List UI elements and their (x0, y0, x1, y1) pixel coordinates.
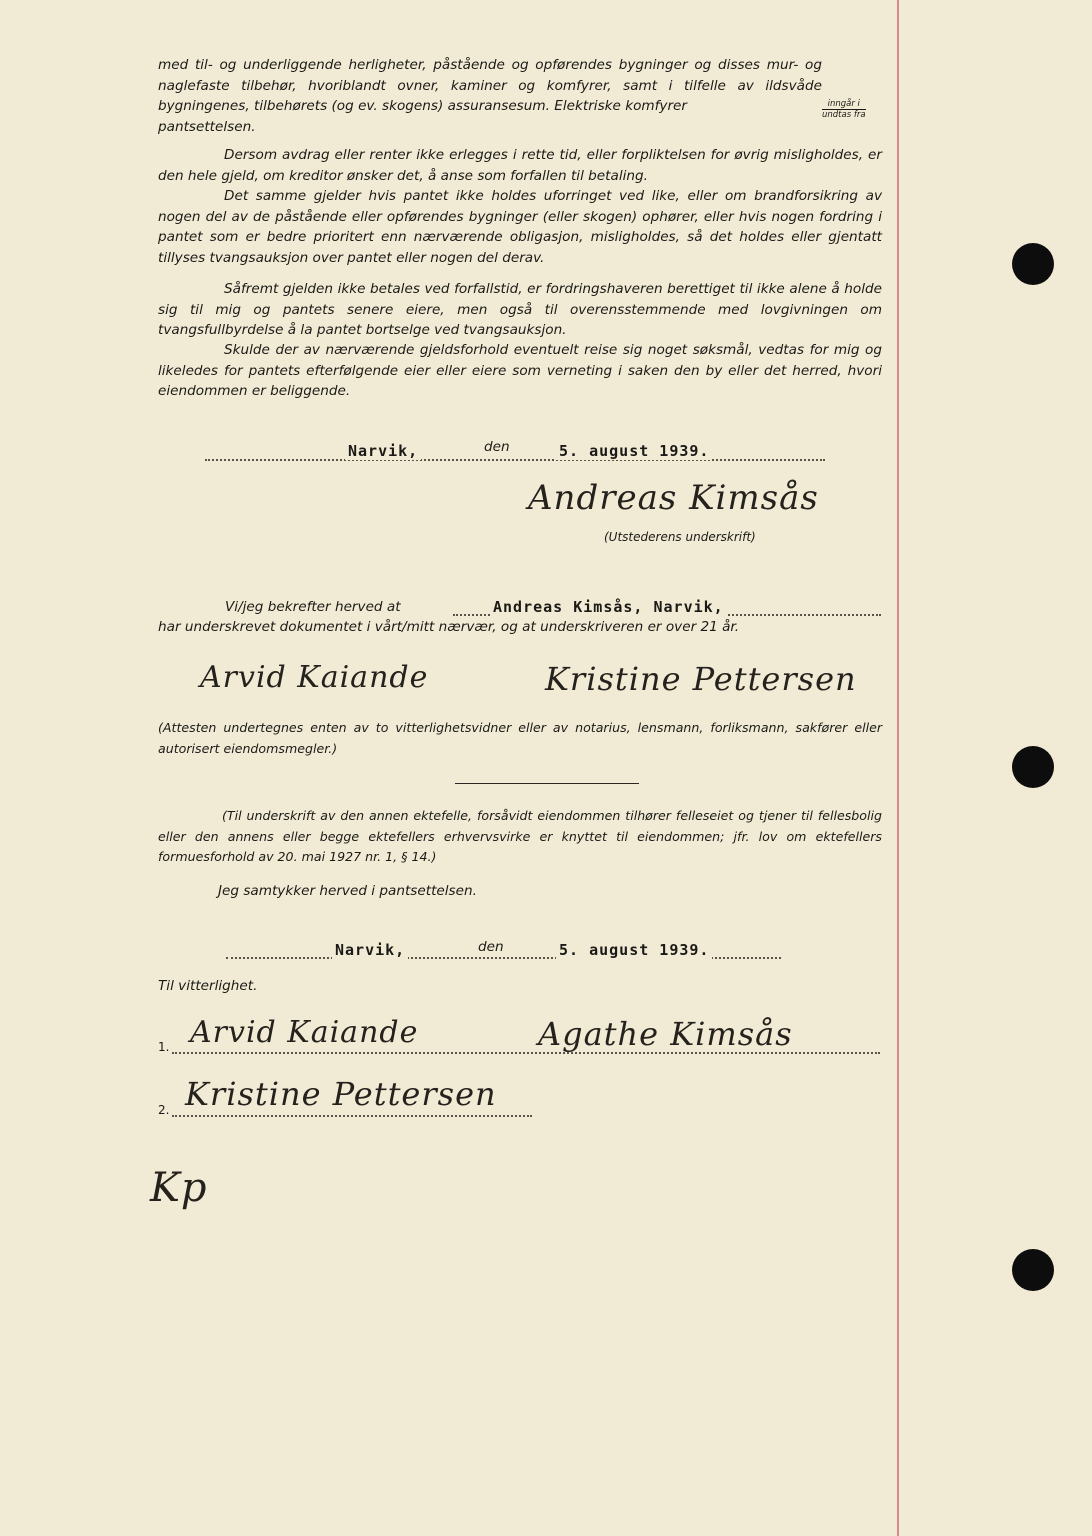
issuer-signature-caption: (Utstederens underskrift) (604, 530, 756, 544)
attestation-note: (Attesten undertegnes enten av to vitterlighetsvidner eller av notarius, lensmann, forliksmann, sakfører eller autorisert eiendomsmegler.) (158, 720, 882, 756)
spouse-den-label: den (474, 939, 508, 955)
witness-number-2: 2. (158, 1103, 170, 1117)
punch-hole (1012, 746, 1054, 788)
margin-rule (897, 0, 899, 1536)
spouse-note: (Til underskrift av den annen ektefelle, forsåvidt eiendommen tilhører felleseiet og tjener til fellesbolig eller den annens eller begge ektefellers erhvervsvirke er knyttet til eiendommen; jfr. lov om ektefellers formuesforhold av 20. mai 1927 nr. 1, § 14.) (158, 808, 882, 865)
witness-number-1: 1. (158, 1040, 170, 1054)
spouse-consent: Jeg samtykker herved i pantsettelsen. (218, 883, 477, 899)
clerk-initials: Kp (150, 1165, 208, 1211)
spouse-signature: Agathe Kimsås (538, 1015, 793, 1053)
issuer-signature: Andreas Kimsås (528, 478, 819, 518)
witness-label: Til vitterlighet. (158, 978, 258, 994)
date-line (205, 459, 825, 461)
confirm-statement: har underskrevet dokumentet i vårt/mitt nærvær, og at underskriveren er over 21 år. (158, 619, 740, 635)
spouse-date: 5. august 1939. (556, 941, 712, 959)
issue-place: Narvik, (345, 442, 421, 460)
spouse-place: Narvik, (332, 941, 408, 959)
issue-date: 5. august 1939. (556, 442, 712, 460)
clause-property (158, 55, 822, 137)
option-include: inngår i (822, 99, 866, 110)
clause-end: pantsettelsen. (158, 118, 256, 135)
witness-signature-2: Kristine Pettersen (545, 660, 857, 698)
option-exclude: undtas fra (822, 110, 866, 120)
spouse-witness-signature-1: Arvid Kaiande (190, 1015, 419, 1050)
clause-text: med til- og underliggende herligheter, påstående og opførendes bygninger og disses mur- og naglefaste tilbehør, hvoriblandt ovner, kaminer og komfyrer, samt i tilfelle av ildsvåde bygningenes, tilbehørets (og ev. skogens) assuransesum. Elektriske komfyrer (158, 57, 822, 115)
clause-default: Dersom avdrag eller renter ikke erlegges i rette tid, eller forpliktelsen for øvrig misligholdes, er den hele gjeld, om kreditor ønsker det, å anse som forfallen til betaling. (158, 147, 882, 184)
margin-option (822, 99, 866, 120)
section-divider (455, 783, 639, 784)
spouse-witness-signature-2: Kristine Pettersen (185, 1075, 497, 1113)
clause-auction: Såfremt gjelden ikke betales ved forfallstid, er fordringshaveren berettiget til ikke alene å holde sig til mig og pantets senere eiere, men også til overensstemmende med lovgivningen om tvangsfullbyrdelse å la pantet bortselge ved tvangsauksjon. (158, 281, 882, 339)
confirm-prefix: Vi/jeg bekrefter herved at (225, 599, 401, 615)
den-label: den (480, 439, 514, 455)
clause-insurance: Det samme gjelder hvis pantet ikke holdes uforringet ved like, eller om brandforsikring av nogen del av de påstående eller opførendes bygninger (eller skogen) ophører, eller hvis nogen fordring i pantet som er bedre prioritert enn nærværende obligasjon, misligholdes, så det holdes eller gjentatt tillyses tvangsauksjon over pantet eller nogen del derav. (158, 188, 882, 266)
punch-hole (1012, 1249, 1054, 1291)
confirmed-signer: Andreas Kimsås, Narvik, (490, 598, 727, 616)
witness-signature-1: Arvid Kaiande (200, 660, 429, 695)
clause-venue: Skulde der av nærværende gjeldsforhold eventuelt reise sig noget søksmål, vedtas for mig og likeledes for pantets efterfølgende eier eller eiere som verneting i saken den by eller det herred, hvori eiendommen er beliggende. (158, 342, 882, 400)
punch-hole (1012, 243, 1054, 285)
witness-line-2 (172, 1115, 532, 1117)
